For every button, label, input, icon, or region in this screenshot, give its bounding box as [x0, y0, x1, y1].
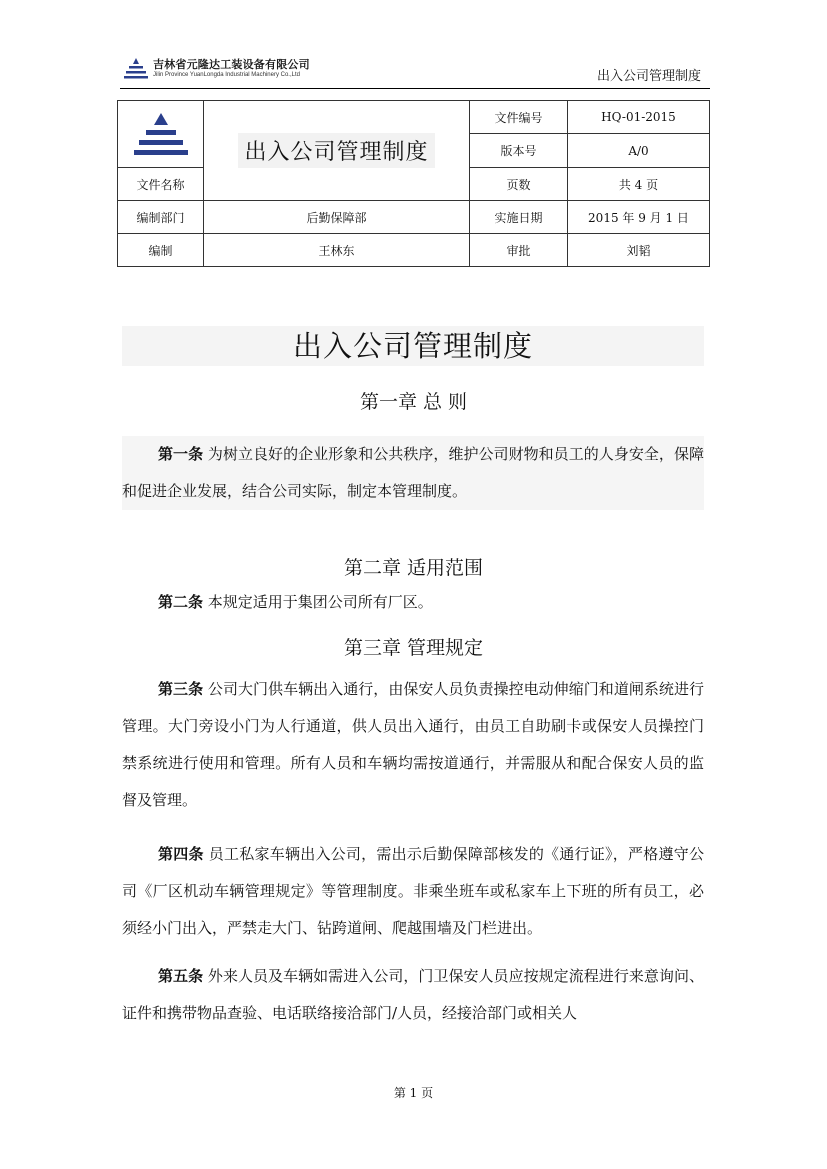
article-4-text: 员工私家车辆出入公司，需出示后勤保障部核发的《通行证》，严格遵守公司《厂区机动车辆管理规定》等管理制度。非乘坐班车或私家车上下班的所有员工，必须经小门出入，严禁走大门、钻跨道闸、爬越围墙及门栏进出。 [122, 845, 704, 937]
company-name-en: Jilin Province YuanLongda Industrial Machinery Co.,Ltd [153, 72, 300, 78]
article-3 [122, 671, 704, 819]
dept-value: 后勤保障部 [204, 201, 470, 234]
author-label: 编制 [118, 234, 204, 267]
article-3-label: 第三条 [158, 680, 204, 698]
header-doc-name: 出入公司管理制度 [596, 69, 701, 84]
company-logo-icon [124, 58, 148, 80]
article-1-label: 第一条 [158, 445, 204, 463]
date-value: 2015 年 9 月 1 日 [568, 201, 710, 234]
chapter-2-heading: 第二章 适用范围 [343, 557, 484, 579]
author-value: 王林东 [204, 234, 470, 267]
doc-no-value: HQ-01-2015 [568, 101, 710, 134]
article-4-label: 第四条 [158, 845, 204, 863]
company-name: 吉林省元隆达工装设备有限公司 [153, 58, 310, 71]
version-value: A/0 [568, 134, 710, 168]
dept-label: 编制部门 [118, 201, 204, 234]
article-2-label: 第二条 [158, 593, 204, 611]
pages-value: 共 4 页 [568, 168, 710, 201]
table-logo-cell [118, 101, 204, 168]
article-3-text: 公司大门供车辆出入通行，由保安人员负责操控电动伸缩门和道闸系统进行管理。大门旁设小门为人行通道，供人员出入通行，由员工自助刷卡或保安人员操控门禁系统进行使用和管理。所有人员和车辆均需按道通行，并需服从和配合保安人员的监督及管理。 [122, 680, 704, 809]
approver-value: 刘韬 [568, 234, 710, 267]
article-5-label: 第五条 [158, 967, 204, 985]
article-5 [122, 958, 704, 1032]
article-2-text: 本规定适用于集团公司所有厂区。 [207, 593, 433, 611]
table-title: 出入公司管理制度 [238, 133, 434, 168]
article-1-text: 为树立良好的企业形象和公共秩序，维护公司财物和员工的人身安全，保障和促进企业发展，结合公司实际，制定本管理制度。 [122, 445, 704, 500]
date-label: 实施日期 [470, 201, 568, 234]
version-label: 版本号 [470, 134, 568, 168]
page-number: 第 1 页 [393, 1086, 434, 1100]
document-title: 出入公司管理制度 [122, 326, 704, 366]
file-name-label: 文件名称 [118, 168, 204, 201]
article-2 [122, 584, 704, 621]
chapter-1-heading: 第一章 总 则 [359, 391, 468, 413]
header-divider [120, 88, 710, 89]
document-info-table [117, 100, 710, 267]
company-logo-icon [133, 109, 189, 159]
chapter-3-heading: 第三章 管理规定 [343, 637, 484, 659]
approve-label: 审批 [470, 234, 568, 267]
article-1 [122, 436, 704, 510]
doc-no-label: 文件编号 [470, 101, 568, 134]
title-cell [204, 101, 470, 201]
pages-label: 页数 [470, 168, 568, 201]
article-5-text: 外来人员及车辆如需进入公司，门卫保安人员应按规定流程进行来意询问、证件和携带物品查验、电话联络接洽部门/人员，经接洽部门或相关人 [122, 967, 704, 1022]
article-4 [122, 836, 704, 947]
